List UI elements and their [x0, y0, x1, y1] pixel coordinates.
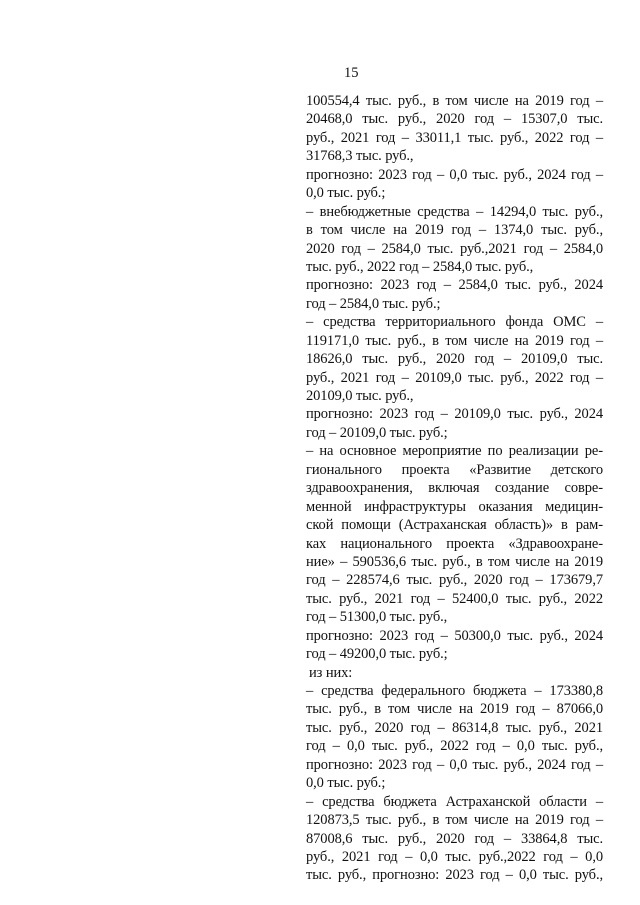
text-line: прогнозно: 2023 год – 0,0 тыс. руб., 2024 год – — [306, 756, 603, 773]
text-line: руб., 2021 год – 0,0 тыс. руб.,2022 год – 0,0 — [306, 848, 603, 865]
text-line: в том числе на 2019 год – 1374,0 тыс. руб., — [306, 222, 603, 239]
text-line: руб., 2021 год – 33011,1 тыс. руб., 2022 год – — [306, 129, 603, 146]
text-line: 120873,5 тыс. руб., в том числе на 2019 год – — [306, 812, 603, 829]
text-line: 100554,4 тыс. руб., в том числе на 2019 год – — [306, 93, 603, 109]
text-line: прогнозно: 2023 год – 20109,0 тыс. руб., 2024 — [306, 406, 603, 423]
text-line: год – 51300,0 тыс. руб., — [306, 609, 448, 626]
text-line: здравоохранения, включая создание совре- — [306, 480, 603, 497]
text-line: год – 49200,0 тыс. руб.; — [306, 646, 448, 663]
text-line: прогнозно: 2023 год – 50300,0 тыс. руб., 2024 — [306, 627, 603, 644]
text-line: прогнозно: 2023 год – 0,0 тыс. руб., 2024 год – — [306, 166, 603, 183]
text-line: – средства бюджета Астраханской области – — [306, 793, 603, 810]
text-line: 0,0 тыс. руб.; — [306, 775, 386, 792]
text-line: – внебюджетные средства – 14294,0 тыс. руб., — [306, 203, 603, 220]
text-line: год – 228574,6 тыс. руб., 2020 год – 173679,7 — [306, 572, 603, 589]
page-number: 15 — [344, 65, 359, 81]
text-line: 31768,3 тыс. руб., — [306, 148, 414, 165]
text-line: тыс. руб., прогнозно: 2023 год – 0,0 тыс. руб., — [306, 867, 603, 884]
text-line: год – 2584,0 тыс. руб.; — [306, 295, 441, 312]
text-line: ках национального проекта «Здравоохране- — [306, 535, 603, 552]
text-line: год – 20109,0 тыс. руб.; — [306, 424, 448, 441]
text-line: 18626,0 тыс. руб., 2020 год – 20109,0 тыс. — [306, 351, 603, 368]
text-line: 20468,0 тыс. руб., 2020 год – 15307,0 тыс. — [306, 111, 603, 128]
text-line: руб., 2021 год – 20109,0 тыс. руб., 2022 год – — [306, 369, 603, 386]
text-line: ской помощи (Астраханская область)» в рам- — [306, 517, 603, 534]
text-line: ние» – 590536,6 тыс. руб., в том числе на 2019 — [306, 553, 603, 570]
text-line: тыс. руб., в том числе на 2019 год – 87066,0 — [306, 701, 603, 718]
text-line: тыс. руб., 2022 год – 2584,0 тыс. руб., — [306, 258, 534, 275]
text-line: 0,0 тыс. руб.; — [306, 185, 386, 202]
text-line: 20109,0 тыс. руб., — [306, 388, 414, 404]
text-line: – на основное мероприятие по реализации ре- — [306, 443, 603, 460]
text-line: тыс. руб., 2021 год – 52400,0 тыс. руб., 2022 — [306, 590, 603, 607]
text-line: 2020 год – 2584,0 тыс. руб.,2021 год – 2584,0 — [306, 240, 603, 257]
text-line: из них: — [309, 664, 353, 681]
text-line: гионального проекта «Развитие детского — [306, 461, 603, 478]
text-line: – средства территориального фонда ОМС – — [306, 314, 603, 331]
text-line: – средства федерального бюджета – 173380,8 — [306, 683, 603, 699]
text-line: 87008,6 тыс. руб., 2020 год – 33864,8 тыс. — [306, 830, 603, 847]
text-line: 119171,0 тыс. руб., в том числе на 2019 год – — [306, 332, 603, 349]
body-text — [306, 92, 603, 885]
text-line: менной инфраструктуры оказания медицин- — [306, 498, 603, 515]
text-line: прогнозно: 2023 год – 2584,0 тыс. руб., 2024 — [306, 277, 603, 294]
text-line: год – 0,0 тыс. руб., 2022 год – 0,0 тыс. руб., — [306, 738, 603, 755]
text-line: тыс. руб., 2020 год – 86314,8 тыс. руб., 2021 — [306, 719, 603, 736]
